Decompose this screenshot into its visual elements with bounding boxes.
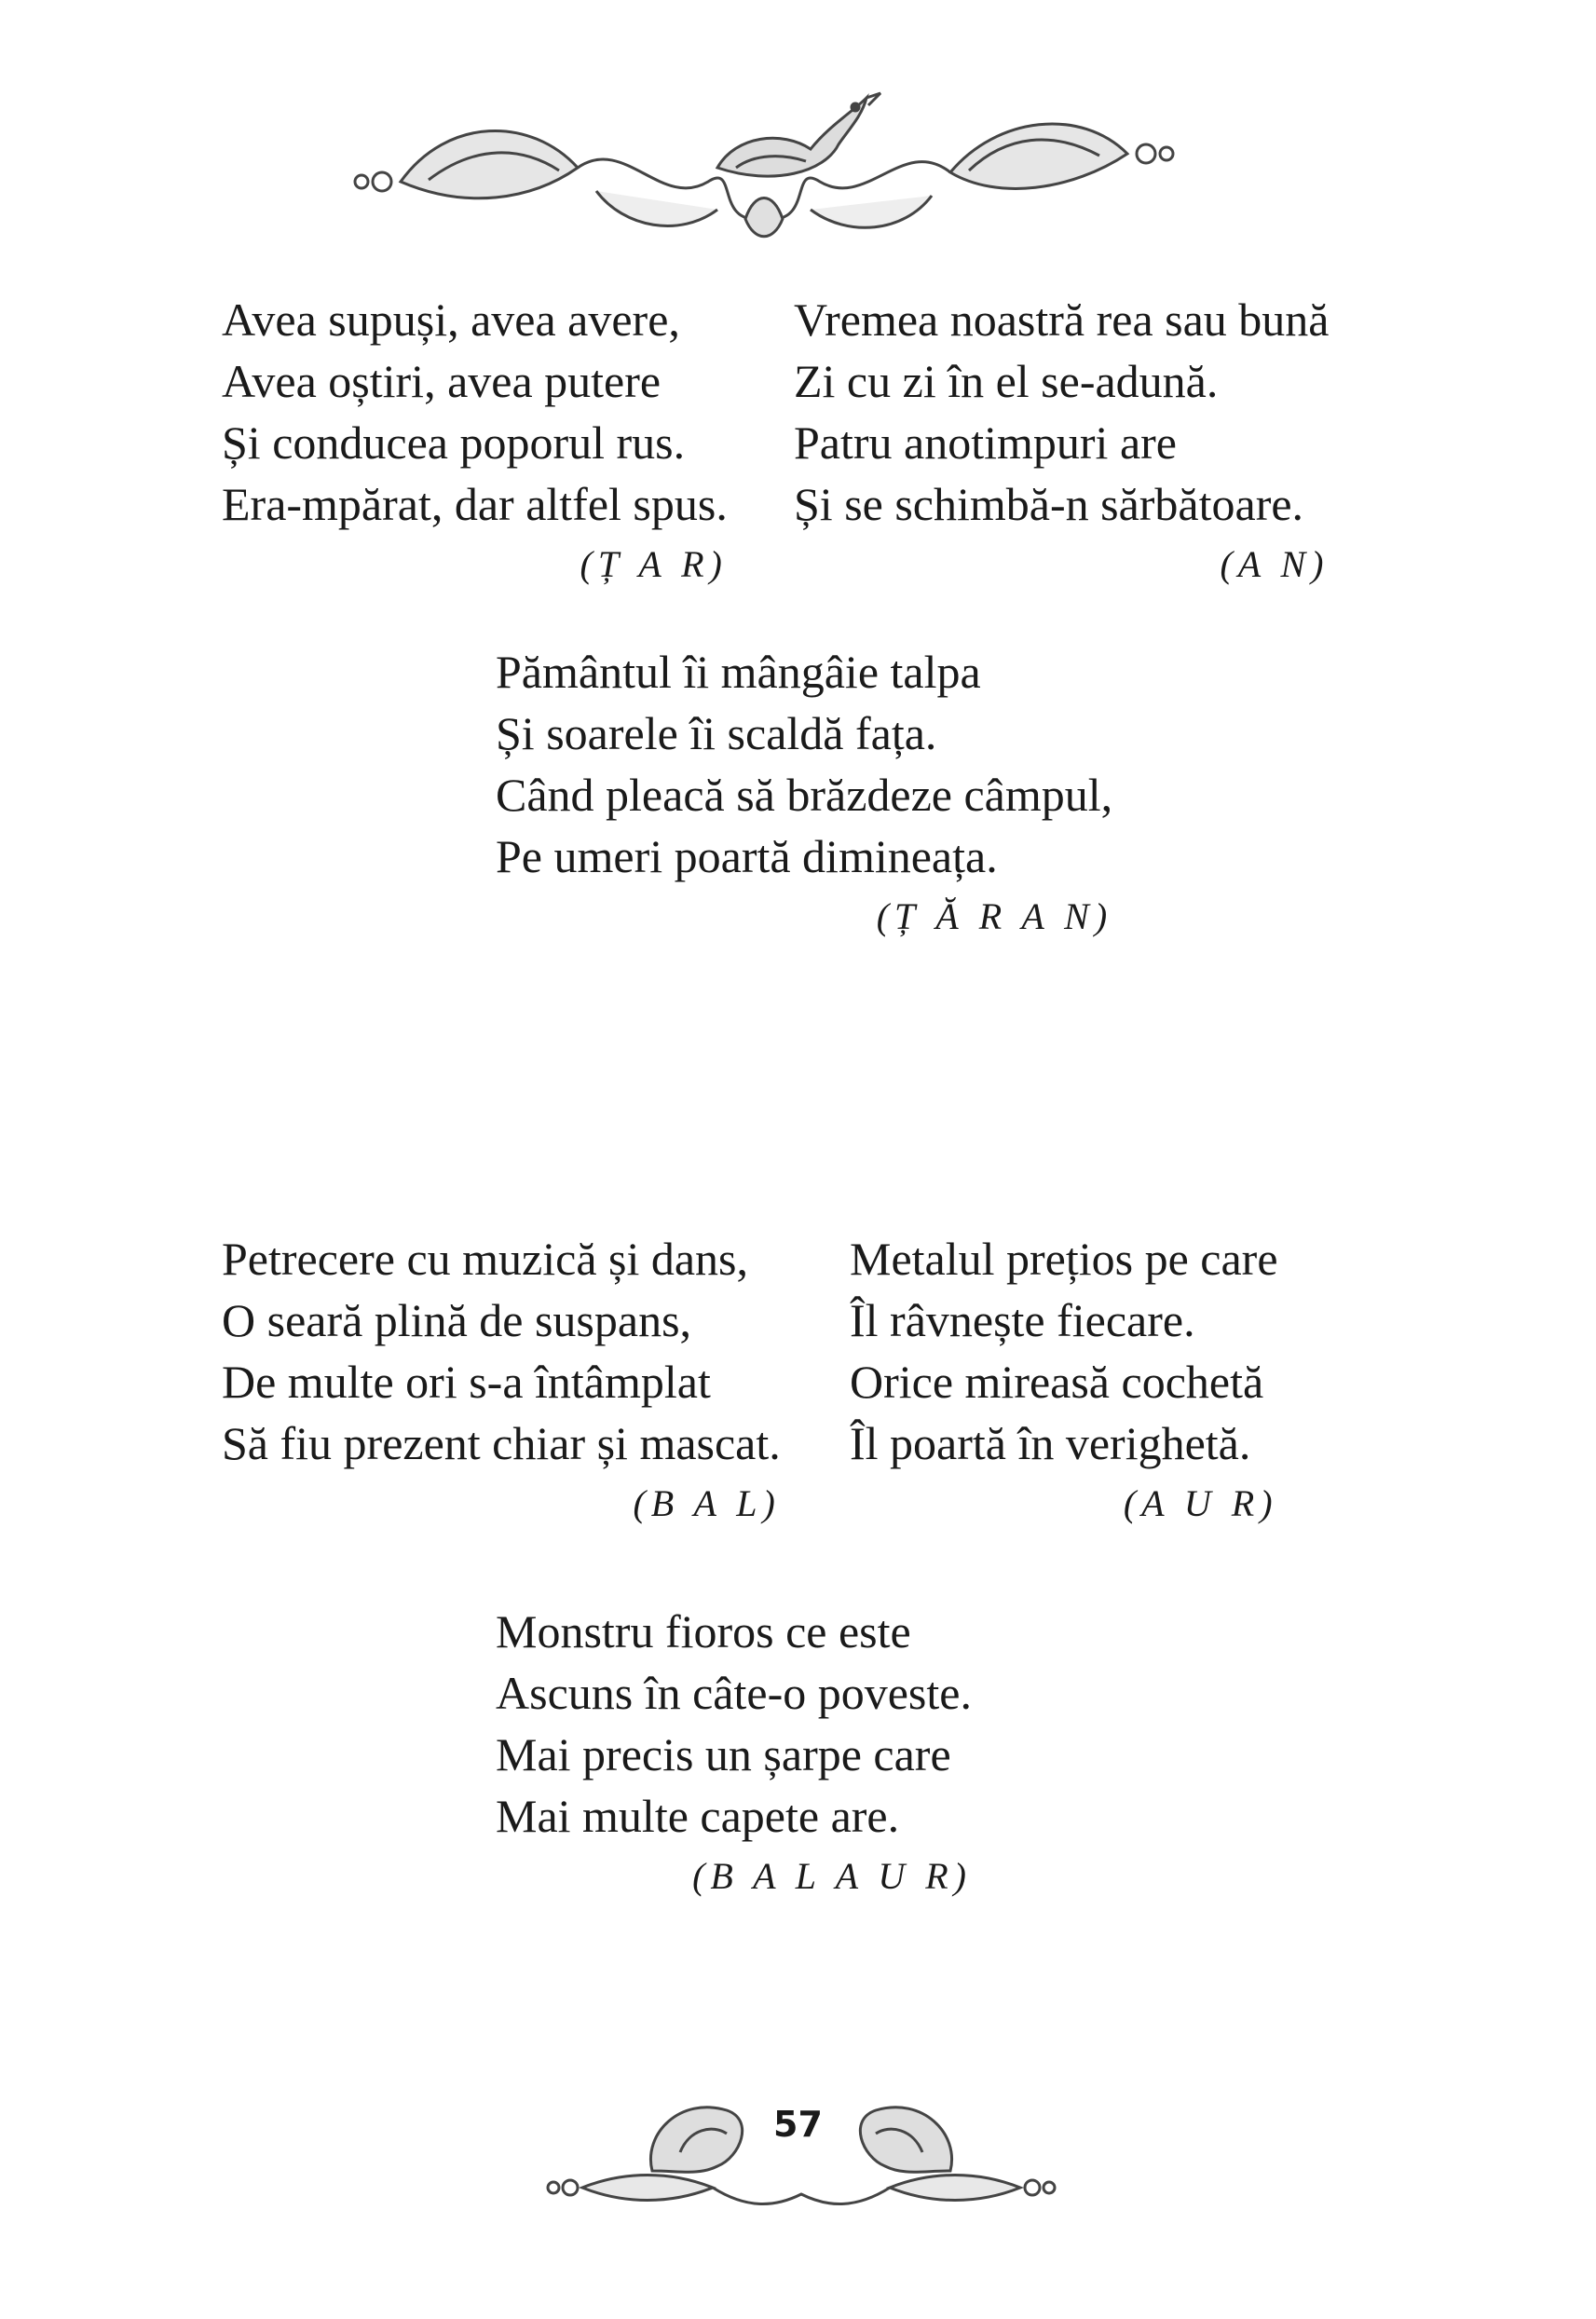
verse-line: Avea supuși, avea avere,: [222, 293, 680, 346]
riddle-answer: (B A L A U R): [692, 1855, 972, 1897]
verse-line: Patru anotimpuri are: [794, 416, 1177, 469]
riddle-answer: (Ț Ă R A N): [876, 895, 1113, 937]
riddle-bal: [222, 1228, 781, 1525]
verse-line: Metalul prețios pe care: [850, 1233, 1278, 1285]
riddle-answer: (A N): [1220, 543, 1330, 585]
verse-line: Mai multe capete are.: [496, 1790, 900, 1842]
verse-line: Și soarele îi scaldă fața.: [496, 707, 937, 759]
riddle-balaur: [496, 1601, 972, 1898]
verse-line: Petrecere cu muzică și dans,: [222, 1233, 749, 1285]
verse-line: Era-mpărat, dar altfel spus.: [222, 478, 728, 530]
riddle-an: [794, 289, 1330, 586]
riddle-aur: [850, 1228, 1278, 1525]
verse-line: Și se schimbă-n sărbătoare.: [794, 478, 1304, 530]
riddle-answer: (A U R): [1123, 1482, 1278, 1524]
verse-line: Avea oștiri, avea putere: [222, 355, 662, 407]
verse-line: Pe umeri poartă dimineața.: [496, 830, 998, 882]
verse-line: Când pleacă să brăzdeze câmpul,: [496, 769, 1113, 821]
verse-line: Îl râvnește fiecare.: [850, 1294, 1195, 1346]
verse-line: Să fiu prezent chiar și mascat.: [222, 1417, 781, 1469]
verse-line: Pământul îi mângâie talpa: [496, 646, 981, 698]
riddle-tar: [222, 289, 728, 586]
verse-line: Mai precis un șarpe care: [496, 1728, 951, 1780]
riddle-answer: (B A L): [633, 1482, 781, 1524]
bottom-folk-ornament: [540, 2078, 1062, 2217]
verse-line: De multe ori s-a întâmplat: [222, 1356, 711, 1408]
verse-line: Monstru fioros ce este: [496, 1605, 911, 1657]
verse-line: Și conducea poporul rus.: [222, 416, 686, 469]
verse-line: Îl poartă în verighetă.: [850, 1417, 1251, 1469]
riddle-taran: [496, 641, 1112, 938]
verse-line: O seară plină de suspans,: [222, 1294, 692, 1346]
page-number: 57: [773, 2104, 823, 2145]
verse-line: Ascuns în câte-o poveste.: [496, 1667, 972, 1719]
top-folk-ornament: [345, 79, 1183, 256]
riddle-answer: (Ț A R): [580, 543, 728, 585]
verse-line: Orice mireasă cochetă: [850, 1356, 1264, 1408]
verse-line: Zi cu zi în el se-adună.: [794, 355, 1219, 407]
verse-line: Vremea noastră rea sau bună: [794, 293, 1330, 346]
